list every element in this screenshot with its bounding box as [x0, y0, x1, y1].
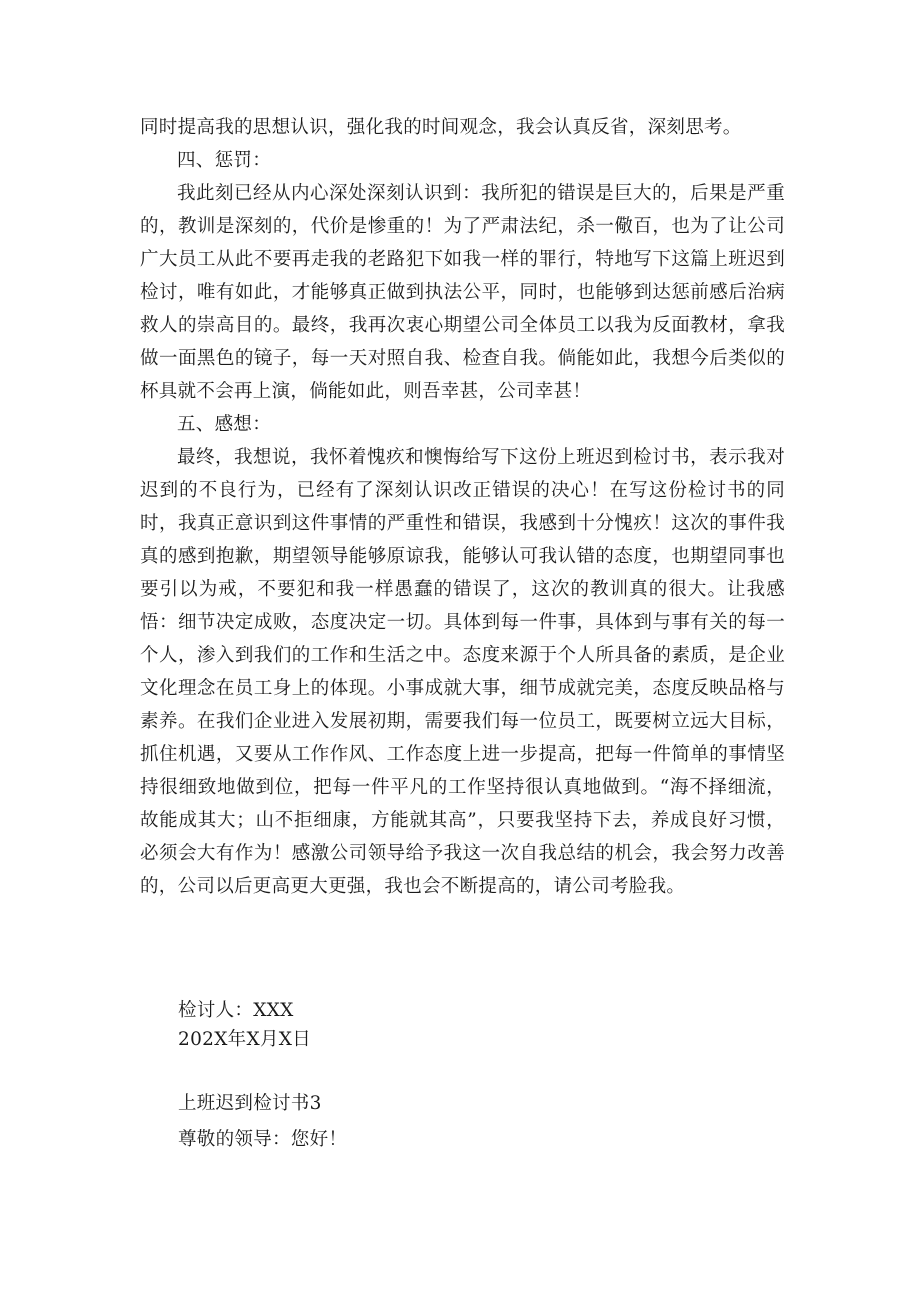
signature-author: 检讨人：XXX	[178, 1000, 294, 1021]
heading-reflection: 五、感想：	[177, 414, 272, 435]
next-section-greeting: 尊敬的领导：您好！	[178, 1129, 348, 1150]
signature-date: 202X年X月X日	[178, 1029, 312, 1050]
paragraph-punishment: 我此刻已经从内心深处深刻认识到：我所犯的错误是巨大的，后果是严重的，教训是深刻的，代价是惨重的！为了严肃法纪，杀一儆百，也为了让公司广大员工从此不要再走我的老路犯下如我一样的罪行，特地写下这篇上班迟到检讨，唯有如此，才能够真正做到执法公平，同时，也能够到达惩前感后治病救人的崇高目的。最终，我再次衷心期望公司全体员工以我为反面教材，拿我做一面黑色的镜子，每一天对照自我、检查自我。倘能如此，我想今后类似的杯具就不会再上演，倘能如此，则吾幸甚，公司幸甚！	[140, 183, 785, 402]
next-section-title: 上班迟到检讨书3	[178, 1093, 322, 1114]
paragraph-intro-tail: 同时提高我的思想认识，强化我的时间观念，我会认真反省，深刻思考。	[140, 117, 742, 138]
heading-punishment: 四、惩罚：	[177, 150, 272, 171]
paragraph-reflection: 最终，我想说，我怀着愧疚和懊悔给写下这份上班迟到检讨书，表示我对迟到的不良行为，已经有了深刻认识改正错误的决心！在写这份检讨书的同时，我真正意识到这件事情的严重性和错误，我感到十分愧疚！这次的事件我真的感到抱歉，期望领导能够原谅我，能够认可我认错的态度，也期望同事也要引以为戒，不要犯和我一样愚蠢的错误了，这次的教训真的很大。让我感悟：细节决定成败，态度决定一切。具体到每一件事，具体到与事有关的每一个人，渗入到我们的工作和生活之中。态度来源于个人所具备的素质，是企业文化理念在员工身上的体现。小事成就大事，细节成就完美，态度反映品格与素养。在我们企业进入发展初期，需要我们每一位员工，既要树立远大目标，抓住机遇，又要从工作作风、工作态度上进一步提高，把每一件简单的事情坚持很细致地做到位，把每一件平凡的工作坚持很认真地做到。“海不择细流，故能成其大；山不拒细康，方能就其高”，只要我坚持下去，养成良好习惯，必须会大有作为！感激公司领导给予我这一次自我总结的机会，我会努力改善的，公司以后更高更大更强，我也会不断提高的，请公司考脸我。	[140, 447, 785, 897]
document-body	[140, 111, 785, 903]
